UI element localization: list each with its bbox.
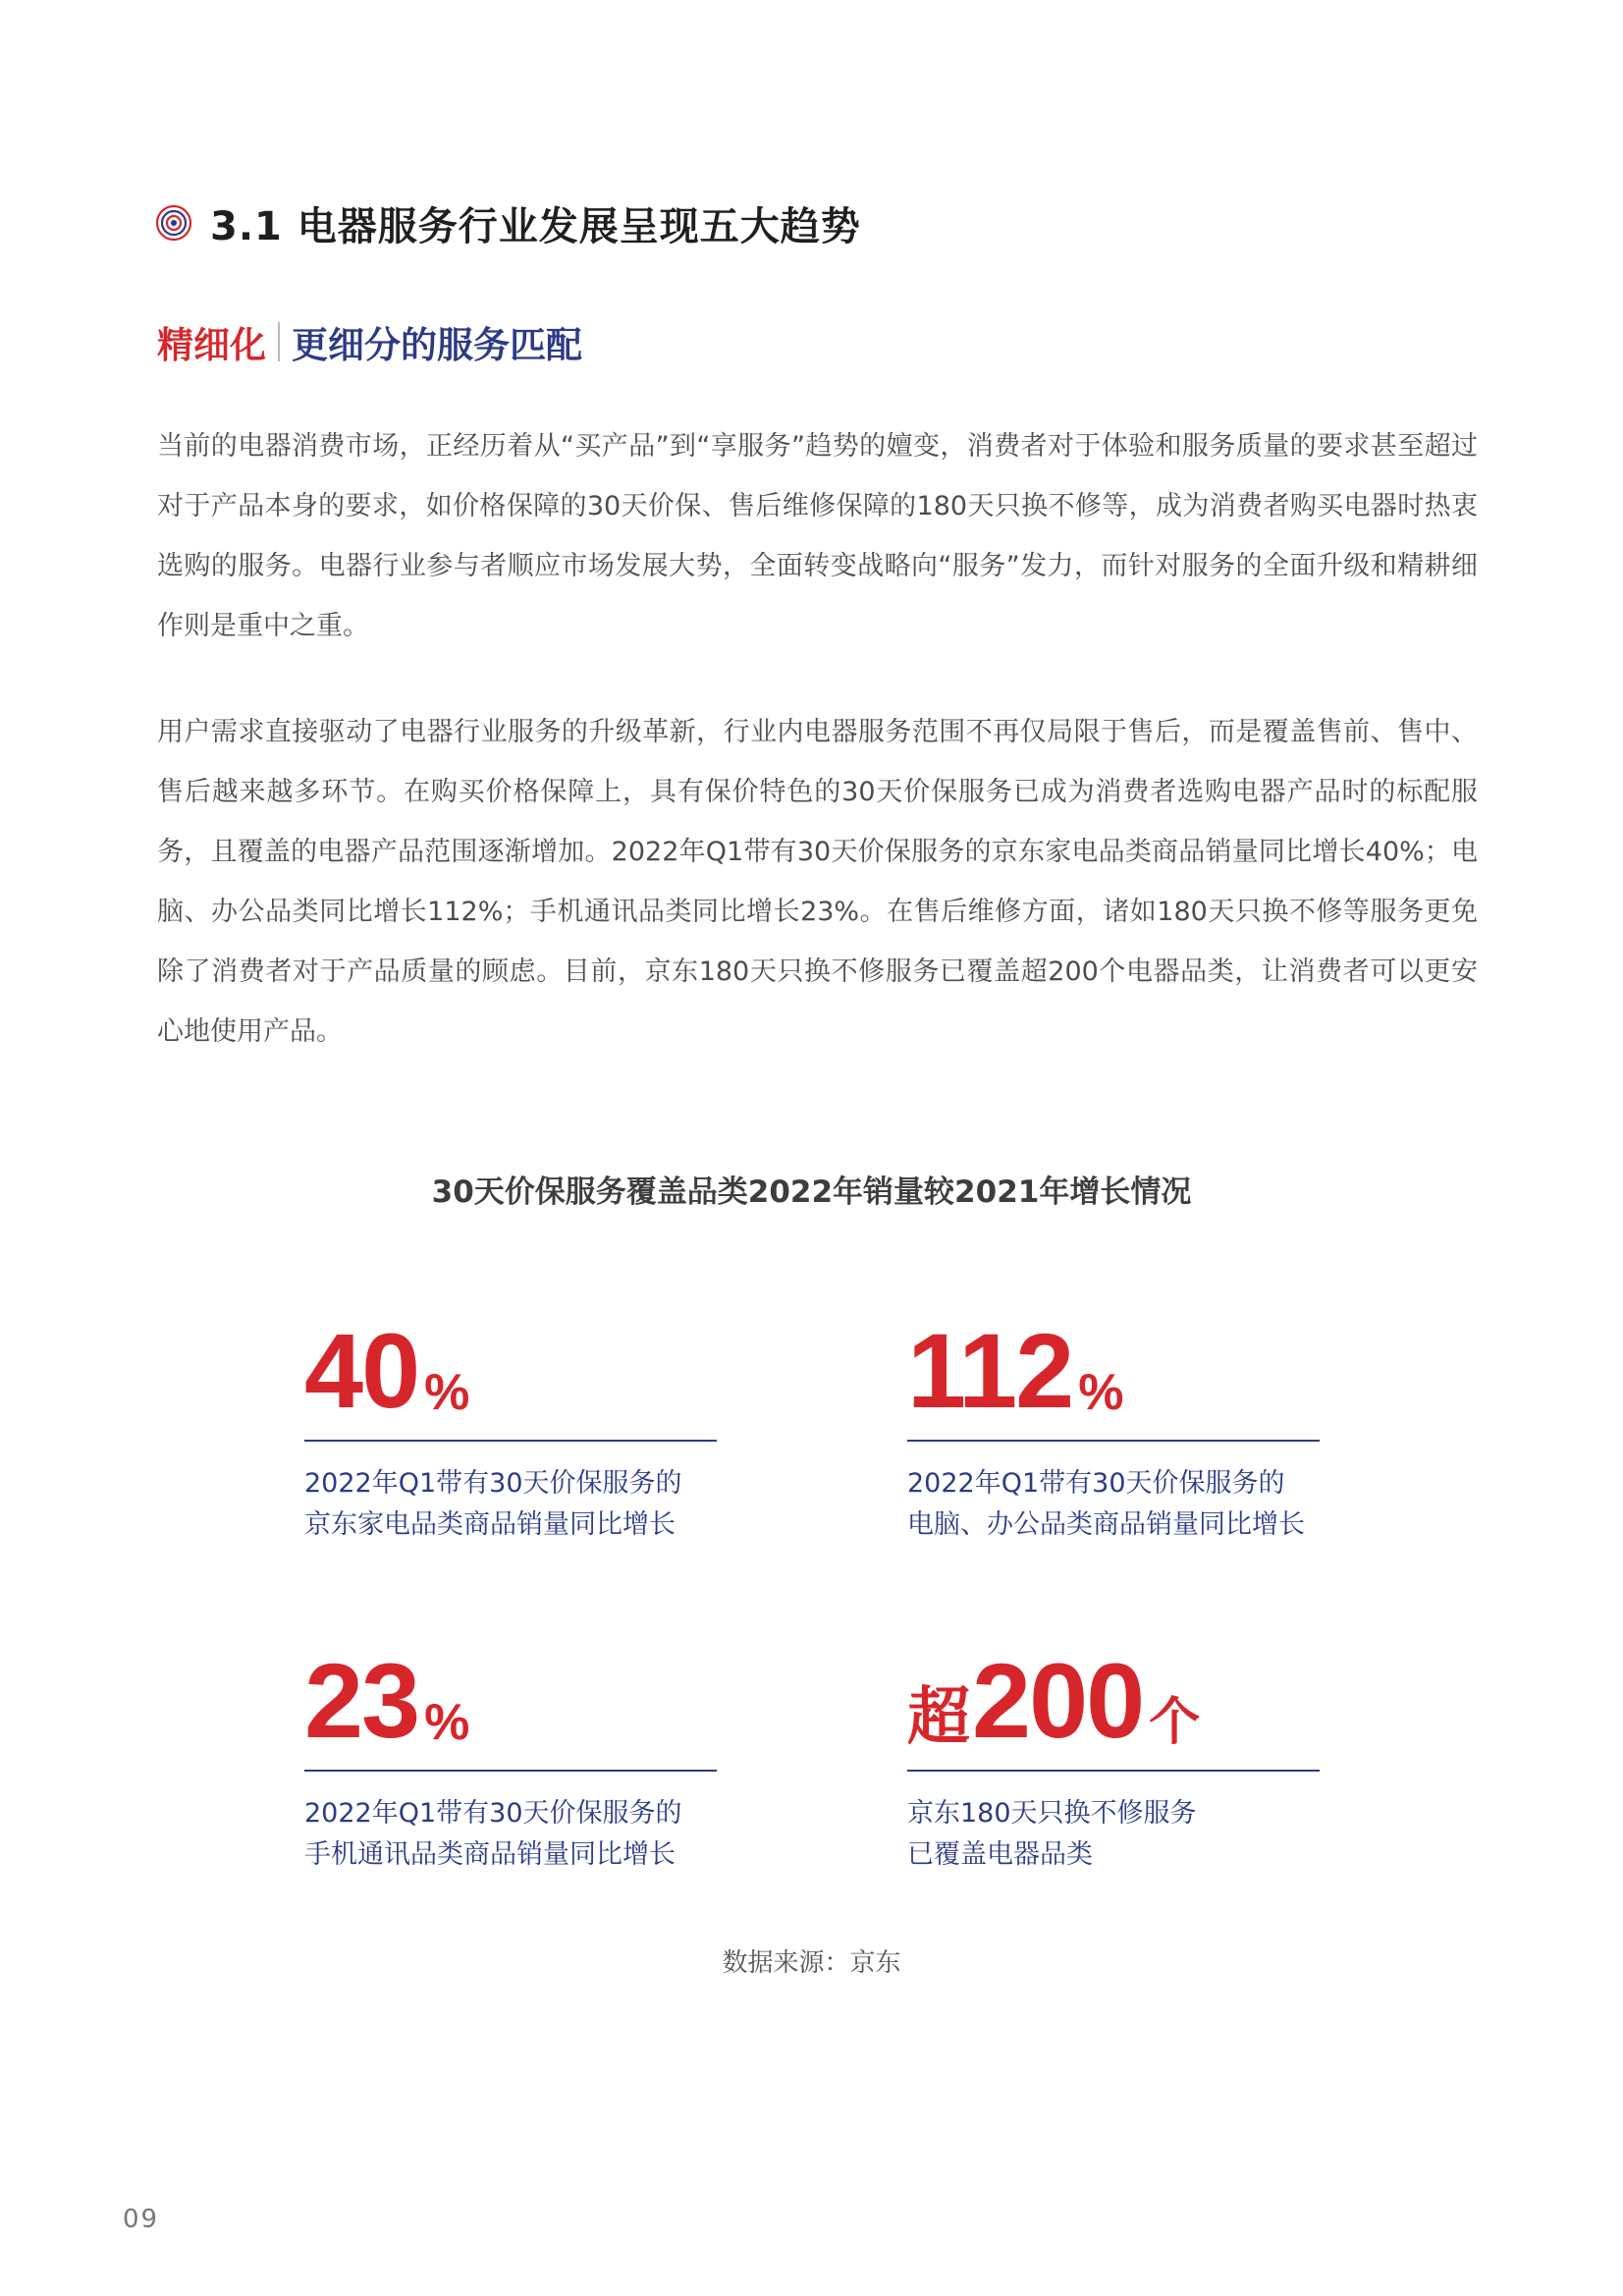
stat-unit: 个 — [1149, 1694, 1201, 1751]
body-paragraph-2: 用户需求直接驱动了电器行业服务的升级革新，行业内电器服务范围不再仅局限于售后，而是覆盖售前、售中、售后越来越多环节。在购买价格保障上，具有保价特色的30天价保服务已成为消费者选购电器产品时的标配服务，且覆盖的电器产品范围逐渐增加。2022年Q1带有30天价保服务的京东家电品类商品销量同比增长40%；电脑、办公品类同比增长112%；手机通讯品类同比增长23%。在售后维修方面，诸如180天只换不修等服务更免除了消费者对于产品质量的顾虑。目前，京东180天只换不修服务已覆盖超200个电器品类，让消费者可以更安心地使用产品。 — [157, 717, 1478, 1047]
stat-description — [304, 1793, 717, 1876]
stat-description-line: 电脑、办公品类商品销量同比增长 — [907, 1509, 1305, 1540]
stat-unit: % — [1078, 1364, 1124, 1421]
stat-prefix: 超 — [907, 1681, 970, 1752]
stat-description-line: 京东180天只换不修服务 — [907, 1798, 1197, 1829]
stat-divider — [907, 1440, 1320, 1442]
stat-figure — [304, 1311, 717, 1430]
stat-description-line: 2022年Q1带有30天价保服务的 — [304, 1798, 682, 1829]
stat-description — [907, 1463, 1320, 1546]
subsection-title: 更细分的服务匹配 — [292, 324, 582, 366]
stat-divider — [304, 1770, 717, 1772]
section-heading — [155, 193, 861, 252]
stat-value: 112 — [907, 1311, 1073, 1430]
section-title: 3.1 电器服务行业发展呈现五大趋势 — [210, 203, 861, 249]
stat-value: 23 — [304, 1641, 419, 1760]
body-paragraph-1: 当前的电器消费市场，正经历着从“买产品”到“享服务”趋势的嬗变，消费者对于体验和服务质量的要求甚至超过对于产品本身的要求，如价格保障的30天价保、售后维修保障的180天只换不修等，成为消费者购买电器时热衷选购的服务。电器行业参与者顺应市场发展大势，全面转变战略向“服务”发力，而针对服务的全面升级和精耕细作则是重中之重。 — [157, 431, 1478, 641]
stat-figure — [304, 1641, 717, 1760]
stat-description — [907, 1793, 1320, 1876]
subsection-divider — [278, 322, 280, 361]
page-number: 09 — [123, 2205, 160, 2234]
stat-unit: % — [424, 1694, 470, 1751]
stat-card-coverage — [907, 1641, 1320, 1876]
stat-unit: % — [424, 1364, 470, 1421]
stat-card-appliances — [304, 1311, 717, 1546]
subsection-heading — [157, 312, 582, 371]
subsection-tag: 精细化 — [157, 324, 266, 366]
stat-divider — [304, 1440, 717, 1442]
stat-divider — [907, 1770, 1320, 1772]
stat-card-computers — [907, 1311, 1320, 1546]
stat-description — [304, 1463, 717, 1546]
stats-title: 30天价保服务覆盖品类2022年销量较2021年增长情况 — [431, 1175, 1192, 1210]
stat-value: 40 — [304, 1311, 419, 1430]
stat-card-mobile — [304, 1641, 717, 1876]
stat-figure — [907, 1311, 1320, 1430]
stat-description-line: 京东家电品类商品销量同比增长 — [304, 1509, 676, 1540]
stat-description-line: 2022年Q1带有30天价保服务的 — [907, 1468, 1285, 1499]
target-circle-icon — [155, 204, 192, 242]
data-source: 数据来源：京东 — [722, 1948, 901, 1978]
stat-figure — [907, 1641, 1320, 1760]
stat-description-line: 已覆盖电器品类 — [907, 1839, 1093, 1870]
stat-value: 200 — [972, 1641, 1144, 1760]
stat-description-line: 手机通讯品类商品销量同比增长 — [304, 1839, 676, 1870]
stat-description-line: 2022年Q1带有30天价保服务的 — [304, 1468, 682, 1499]
